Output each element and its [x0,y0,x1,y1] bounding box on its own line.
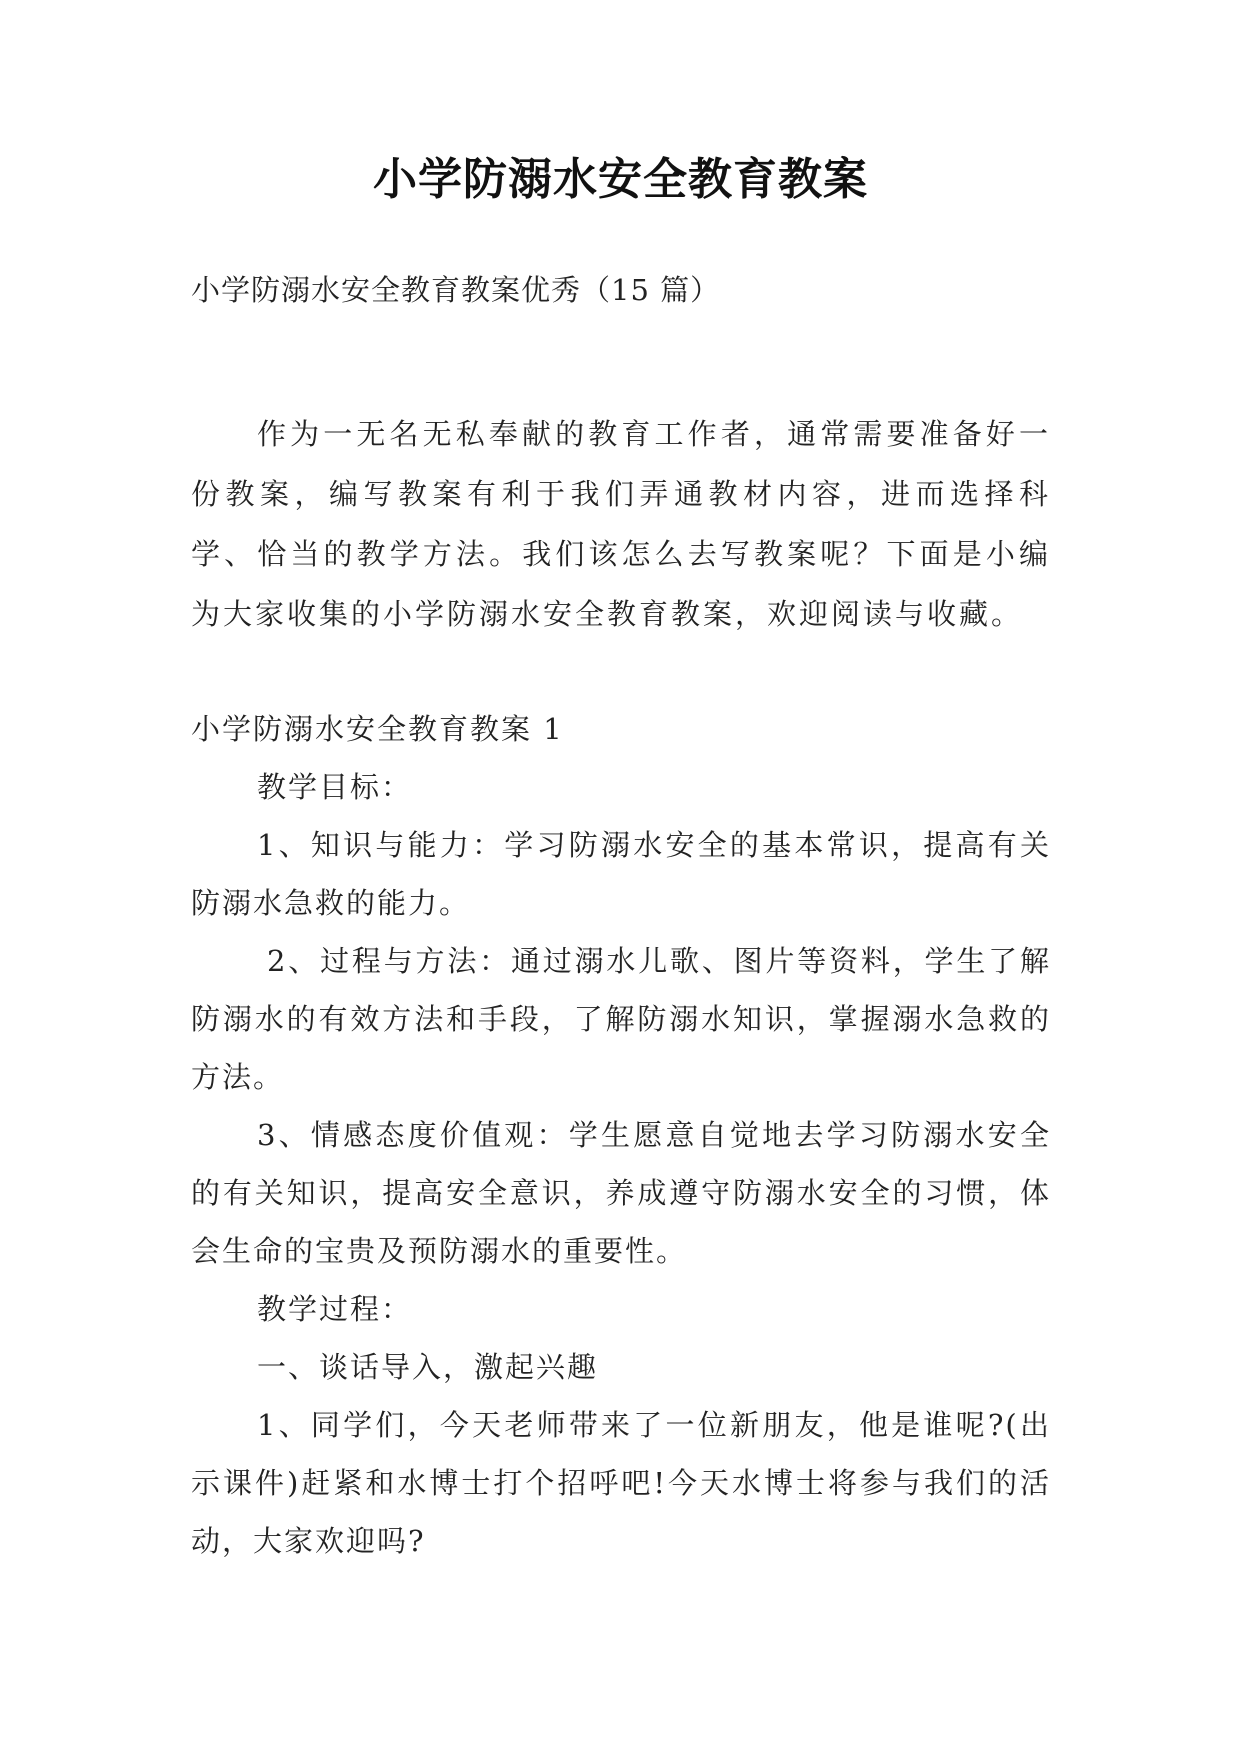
step-heading-1: 一、谈话导入，激起兴趣 [257,1350,599,1384]
section-heading: 小学防溺水安全教育教案 1 [191,712,564,746]
document-title: 小学防溺水安全教育教案 [373,154,868,205]
lesson-plan-body [191,700,1051,1570]
intro-paragraph: 作为一无名无私奉献的教育工作者，通常需要准备好一份教案，编写教案有利于我们弄通教材内容，进而选择科学、恰当的教学方法。我们该怎么去写教案呢？下面是小编为大家收集的小学防溺水安全教育教案，欢迎阅读与收藏。 [191,417,1051,631]
goal-item-3: 3、情感态度价值观：学生愿意自觉地去学习防溺水安全的有关知识，提高安全意识，养成遵守防溺水安全的习惯，体会生命的宝贵及预防溺水的重要性。 [191,1118,1051,1268]
process-label: 教学过程： [257,1292,413,1326]
goals-label: 教学目标： [257,770,413,804]
goal-item-1: 1、知识与能力：学习防溺水安全的基本常识，提高有关防溺水急救的能力。 [191,828,1051,920]
step-1-item-1: 1、同学们，今天老师带来了一位新朋友，他是谁呢?(出示课件)赶紧和水博士打个招呼吧!今天水博士将参与我们的活动，大家欢迎吗? [191,1408,1051,1558]
document-subtitle: 小学防溺水安全教育教案优秀（15 篇） [191,273,721,307]
goal-item-2: 2、过程与方法：通过溺水儿歌、图片等资料，学生了解防溺水的有效方法和手段，了解防溺水知识，掌握溺水急救的方法。 [191,944,1051,1094]
